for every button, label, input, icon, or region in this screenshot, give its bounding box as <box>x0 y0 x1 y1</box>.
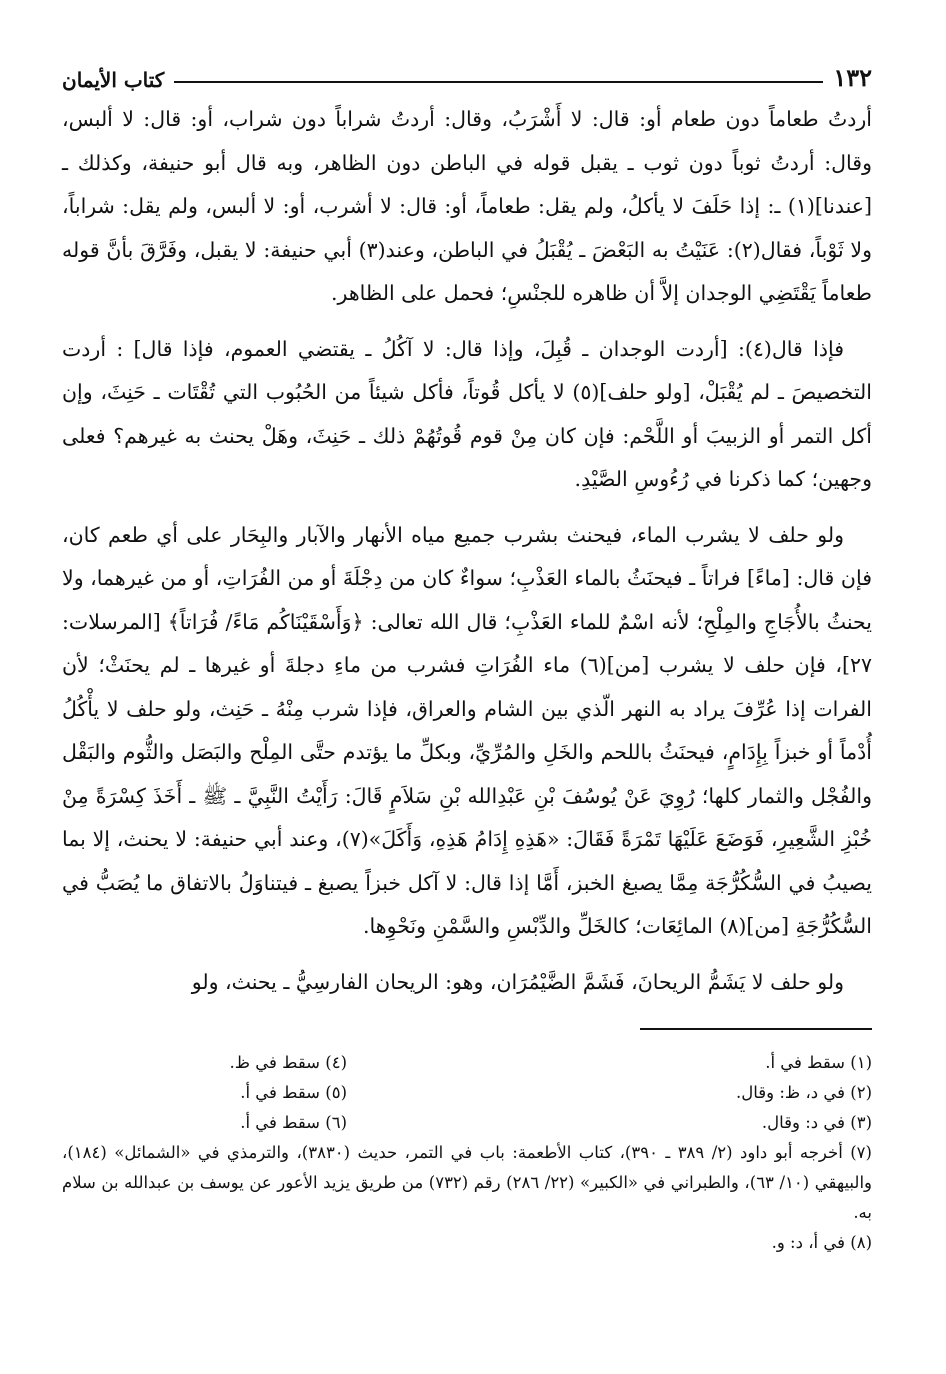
paragraph-2: فإذا قال(٤): [أردت الوجدان ـ قُبِلَ، وإذا قال: لا آكُلُ ـ يقتضي العموم، فإذا قال] : أردت التخصيصَ ـ لم يُقْبَلْ، [ولو حلف](٥) لا يأكل قُوتاً، فأكل شيئاً من الحُبُوب التي تُقْتَات ـ حَنِثَ، وإن أكل التمر أو الزبيبَ أو اللَّحْم: فإن كان مِنْ قوم قُوتُهُمْ ذلك ـ حَنِثَ، وهَلْ يحنث به غيرهم؟ فعلى وجهين؛ كما ذكرنا في رُءُوسِ الصَّيْدِ. <box>62 336 872 491</box>
book-title: كتاب الأيمان <box>62 68 165 92</box>
paragraph-3: ولو حلف لا يشرب الماء، فيحنث بشرب جميع مياه الأنهار والآبار والبِحَار على أي طعم كان، فإن قال: [ماءً] فراتاً ـ فيحنَثُ بالماء العَذْبِ؛ سواءٌ كان من دِجْلَةَ أو من الفُرَاتِ، أو من غيرهما، ولا يحنثُ بالأُجَاجِ والمِلْحِ؛ لأنه اسْمٌ للماء العَذْبِ؛ قال الله تعالى: ﴿وَأَسْقَيْنَاكُم مَاءً/ فُرَاتاً﴾ [المرسلات: ٢٧]، فإن حلف لا يشرب [من](٦) ماء الفُرَاتِ فشرب من ماءِ دجلةَ أو غيرها ـ لم يحنَثْ؛ لأن الفرات إذا عُرِّفَ يراد به النهر الّذي بين الشام والعراق، فإذا شرب مِنْهُ ـ حَنِث، ولو حلف لا يأْكُلُ أُدْماً أو خبزاً بِإِدَامٍ، فيحنَثُ باللحم والخَلِ والمُرِّيِّ، وبكلِّ ما يؤتدم حتَّى المِلْح والبَصَل والثُّوم والبَقْل والفُجْل والثمار كلها؛ رُوِيَ عَنْ يُوسُفَ بْنِ عَبْدِالله بْنِ سَلاَمٍ قَالَ: رَأَيْتُ النَّبِيَّ ـ ﷺ ـ أَخَذَ كِسْرَةً مِنْ خُبْزِ الشَّعِيرِ، فَوَضَعَ عَلَيْهَا تَمْرَةً فَقَالَ: «هَذِهِ إِدَامُ هَذِهِ، وَأَكَلَ»(٧)، وعند أبي حنيفة: لا يحنث، إلا بما يصيبُ في السُّكُرُّجَة مِمَّا يصبغ الخبز، أَمَّا إذا قال: لا آكل خبزاً يصبغ ـ فيتناوَلُ بالاتفاق ما يُصَبُّ في السُّكُرُّجَةِ [من](٨) المائِعَات؛ كالخَلِّ والدِّبْسِ والسَّمْنِ ونَحْوِها. <box>62 522 873 938</box>
footnote-2: (٢) في د، ظ: وقال. <box>736 1083 872 1102</box>
footnotes-column-left <box>62 1048 447 1138</box>
footnotes-short <box>62 1048 872 1138</box>
footnotes <box>62 1048 872 1258</box>
paragraph-4: ولو حلف لا يَشَمُّ الريحانَ، فَشَمَّ الضَّيْمُرَان، وهو: الريحان الفارسِيُّ ـ يحنث، ولو <box>191 969 844 994</box>
page-number: ١٣٢ <box>833 63 872 92</box>
paragraph-1: أردتُ طعاماً دون طعام أو: قال: لا أَشْرَبُ، وقال: أردتُ شراباً دون شراب، أو: قال: لا ألبس، وقال: أردتُ ثوباً دون ثوب ـ يقبل قوله في الباطن دون الظاهر، وبه قال أبو حنيفة، وكذلك ـ [عندنا](١) ـ: إذا حَلَفَ لا يأكلُ، ولم يقل: طعاماً، أو: قال: لا أشرب، أو: لا ألبس، ولم يقل: شراباً، ولا ثَوْباً، فقال(٢): عَنَيْتُ به البَعْضَ ـ يُقْبَلُ في الباطن، وعند(٣) أبي حنيفة: لا يقبل، وفَرَّقَ بأنَّ قوله طعاماً يَقْتَضِي الوجدان إلاَّ أن ظاهره للجنْسِ؛ فحمل على الظاهر. <box>62 107 872 305</box>
page-header <box>62 58 872 92</box>
footnote-1: (١) سقط في أ. <box>765 1053 872 1072</box>
footnote-7: (٧) أخرجه أبو داود (٢/ ٣٨٩ ـ ٣٩٠)، كتاب الأطعمة: باب في التمر، حديث (٣٨٣٠)، والترمذي في «الشمائل» (١٨٤)، والبيهقي (١٠/ ٦٣)، والطبراني في «الكبير» (٢٢/ ٢٨٦) رقم (٧٣٢) من طريق يزيد الأعور عن يوسف بن عبدالله بن سلام به. <box>62 1143 872 1222</box>
header-rule <box>174 81 823 83</box>
footnote-separator <box>640 1028 872 1030</box>
footnote-8: (٨) في أ، د: و. <box>771 1233 872 1252</box>
footnote-3: (٣) في د: وقال. <box>761 1113 872 1132</box>
footnote-5: (٥) سقط في أ. <box>240 1083 347 1102</box>
footnote-6: (٦) سقط في أ. <box>240 1113 347 1132</box>
footnote-4: (٤) سقط في ظ. <box>229 1053 347 1072</box>
footnotes-column-right <box>487 1048 872 1138</box>
body-text <box>62 98 872 1004</box>
